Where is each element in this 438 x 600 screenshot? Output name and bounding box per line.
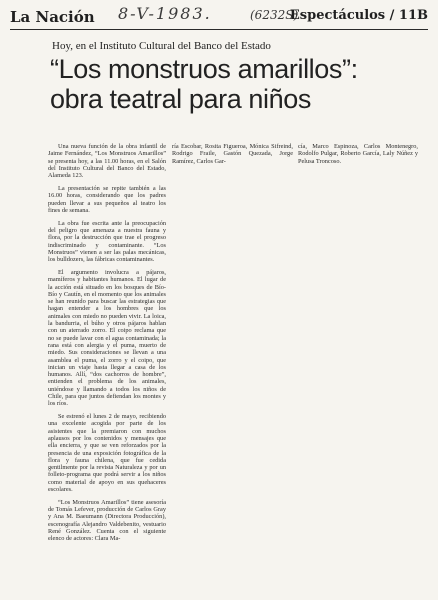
paragraph: Se estrenó el lunes 2 de mayo, recibiendo una excelente acogida por parte de los asistentes que la premiaron con muchos aplausos por los contenidos y mensajes que ella encierra, y que se ven reforzados por la presencia de una exposición fotográfica de la flora y fauna chilena, que fue cedida gentilmente por la revista Naturaleza y por un folleto-programa que podrá servir a los niños como material de apoyo en sus quehaceres escolares. [48, 413, 166, 494]
section-label: Espectáculos / 11B [289, 8, 428, 23]
article-column-1 [48, 143, 166, 548]
handwritten-reference: (6232S) [250, 8, 299, 22]
article-column-2 [172, 143, 293, 170]
paragraph: El argumento involucra a pájaros, mamíferos y habitantes humanos. El lugar de la acción está situado en los bosques de Bío-Bío y Cautín, en el momento que los animales se han reunido para buscar las estrategias que hagan entender a los hombres que los animales con miedo no pueden vivir. La loica, la bandurria, el búho y otros pájaros hablan con un aterrado zorro. El coipo reclama que no se puede lavar con el agua contaminada; la rana está con alergia y el puma, muerto de miedo. Sus consideraciones se llevan a una asamblea el puma, el zorro y el coipo, que inician un viaje hasta llegar a casa de los humanos. Allí, “dos cachorros de hombre”, entienden el problema de los animales, uniéndose y llamando a todos los niños de Chile, para que juntos defiendan los montes y los ríos. [48, 268, 166, 408]
article-column-3 [298, 143, 418, 170]
newspaper-name: La Nación [10, 8, 95, 26]
paragraph: ría Escobar, Rosita Figueroa, Mónica Sifreind, Rodrigo Fraile, Gastón Quezada, Jorge Ramírez, Carlos Gar- [172, 143, 293, 165]
headline-line-1: “Los monstruos amarillos”: [50, 54, 358, 84]
paragraph: La presentación se repite también a las 16.00 horas, considerando que los padres pueden llevar a sus pequeños al teatro los fines de semana. [48, 184, 166, 214]
article-headline [50, 54, 410, 114]
paragraph: La obra fue escrita ante la preocupación del peligro que amenaza a nuestra fauna y flora, por la destrucción que trae el progreso indiscriminado y contaminante. “Los Monstruos” vienen a ser las palas mecánicas, los bulldozers, las fábricas contaminantes. [48, 219, 166, 264]
paragraph: Una nueva función de la obra infantil de Jaime Fernández, “Los Monstruos Amarillos” se presenta hoy, a las 11.00 horas, en el Salón del Instituto Cultural del Banco del Estado, Alameda 123. [48, 143, 166, 180]
paragraph: cía, Marco Espinoza, Carlos Montenegro, Rodolfo Pulgar, Roberto García, Laly Núñez y Pelusa Troncoso. [298, 143, 418, 165]
headline-line-2: obra teatral para niños [50, 84, 311, 114]
article-kicker: Hoy, en el Instituto Cultural del Banco del Estado [52, 40, 271, 52]
handwritten-date: 8-V-1983. [118, 4, 212, 23]
paragraph: “Los Monstruos Amarillos” tiene asesoría de Tomás Lefever, producción de Carlos Gray y Ana M. Baeumann (Directora Producción), escenografía Alejandro Valdebenito, vestuario René González. Cuenta con el siguiente elenco de actores: Clara Ma- [48, 498, 166, 543]
masthead [10, 4, 428, 30]
header-rule [10, 29, 428, 30]
